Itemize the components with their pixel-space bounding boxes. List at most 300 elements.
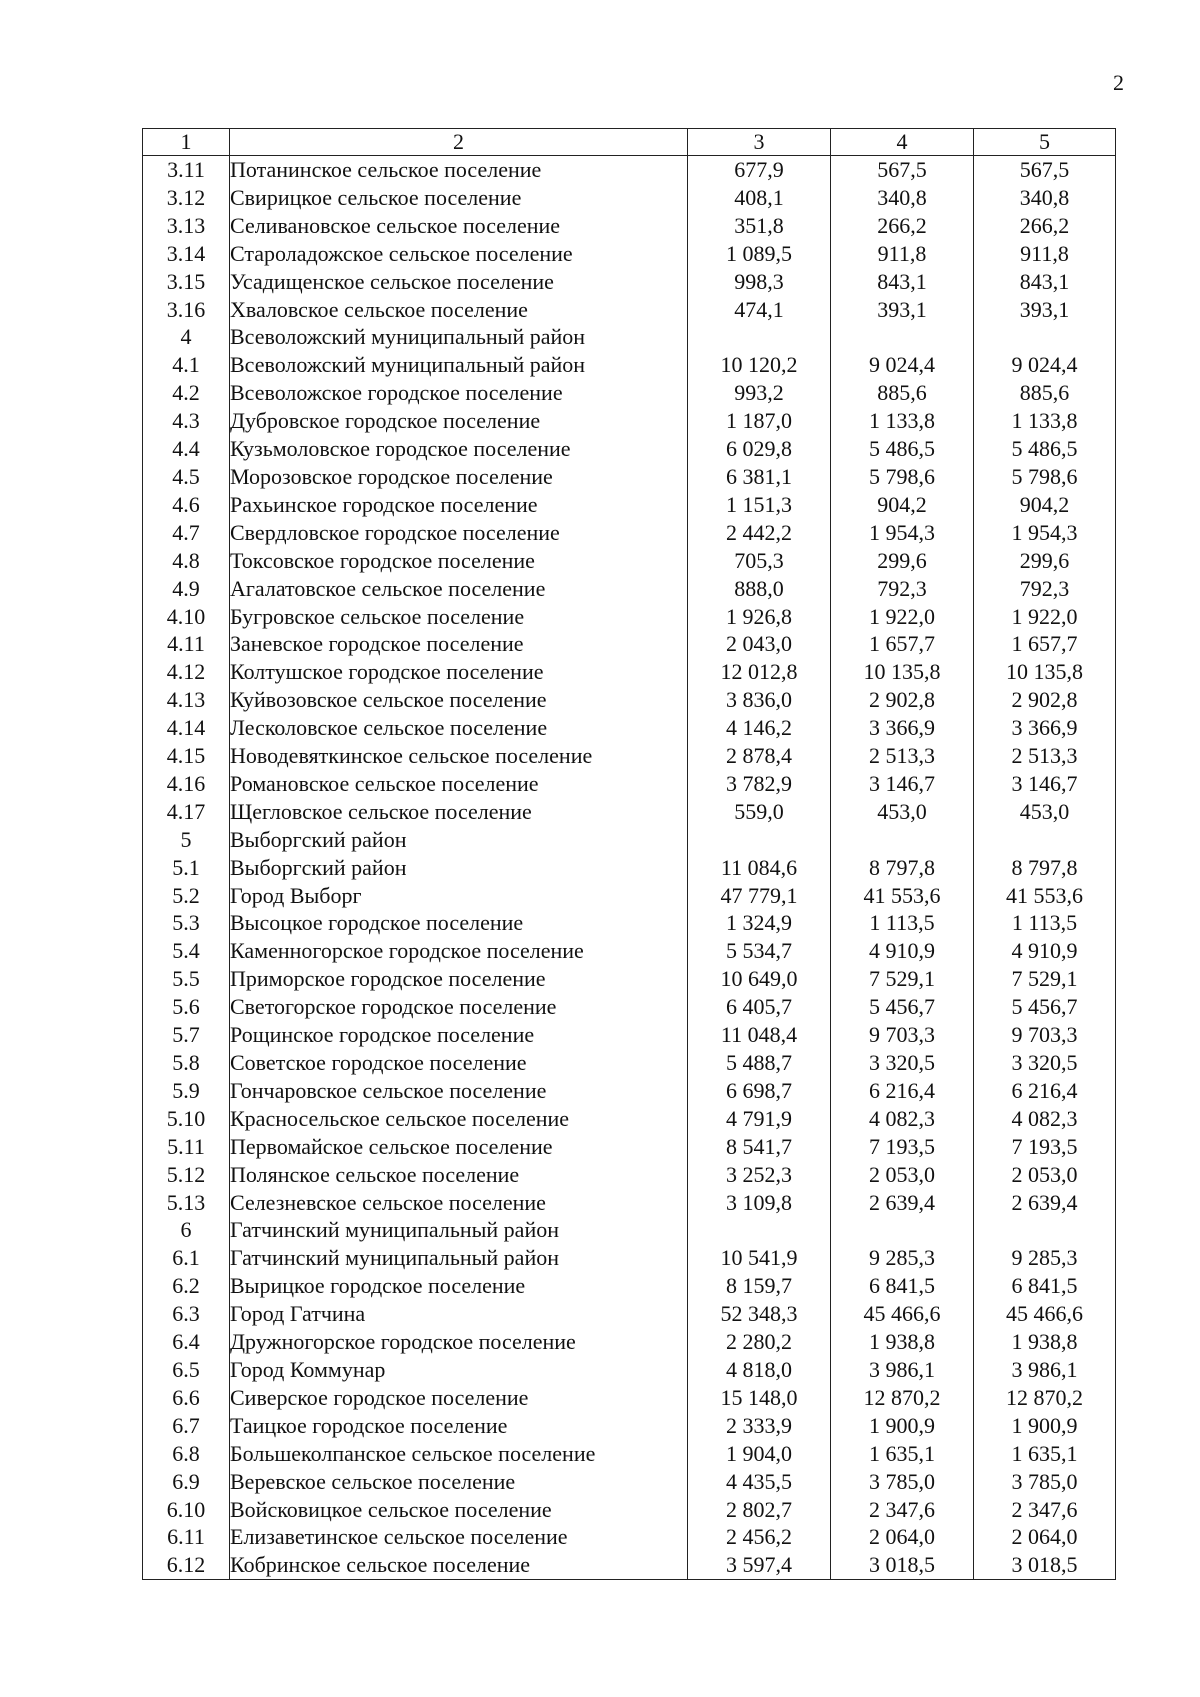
value-col-4-cell: 9 285,3 <box>831 1244 974 1272</box>
row-number-cell: 6.10 <box>143 1496 230 1524</box>
settlement-name-cell: Потанинское сельское поселение <box>230 156 688 184</box>
value-col-5-cell: 4 910,9 <box>974 937 1116 965</box>
value-col-5-cell: 340,8 <box>974 184 1116 212</box>
settlement-name-cell: Город Выборг <box>230 882 688 910</box>
settlement-name-cell: Светогорское городское поселение <box>230 993 688 1021</box>
value-col-3-cell: 677,9 <box>688 156 831 184</box>
value-col-3-cell: 1 926,8 <box>688 603 831 631</box>
value-col-5-cell: 9 703,3 <box>974 1021 1116 1049</box>
value-col-4-cell: 453,0 <box>831 798 974 826</box>
value-col-3-cell: 11 048,4 <box>688 1021 831 1049</box>
value-col-3-cell: 10 541,9 <box>688 1244 831 1272</box>
value-col-4-cell: 843,1 <box>831 268 974 296</box>
table-row <box>143 1496 1116 1524</box>
settlement-name-cell: Советское городское поселение <box>230 1049 688 1077</box>
value-col-4-cell: 3 986,1 <box>831 1356 974 1384</box>
settlement-name-cell: Свирицкое сельское поселение <box>230 184 688 212</box>
value-col-3-cell <box>688 323 831 351</box>
value-col-4-cell: 9 703,3 <box>831 1021 974 1049</box>
table-row <box>143 575 1116 603</box>
row-number-cell: 6.7 <box>143 1412 230 1440</box>
table-row <box>143 547 1116 575</box>
table-row <box>143 630 1116 658</box>
value-col-4-cell: 2 513,3 <box>831 742 974 770</box>
value-col-5-cell: 10 135,8 <box>974 658 1116 686</box>
value-col-3-cell: 15 148,0 <box>688 1384 831 1412</box>
value-col-5-cell: 3 320,5 <box>974 1049 1116 1077</box>
row-number-cell: 4.1 <box>143 351 230 379</box>
value-col-5-cell: 6 216,4 <box>974 1077 1116 1105</box>
value-col-5-cell: 1 900,9 <box>974 1412 1116 1440</box>
value-col-3-cell: 1 324,9 <box>688 909 831 937</box>
value-col-3-cell: 993,2 <box>688 379 831 407</box>
settlement-name-cell: Красносельское сельское поселение <box>230 1105 688 1133</box>
value-col-5-cell: 393,1 <box>974 296 1116 324</box>
table-row <box>143 1189 1116 1217</box>
row-number-cell: 4.2 <box>143 379 230 407</box>
value-col-4-cell: 5 486,5 <box>831 435 974 463</box>
settlement-name-cell: Гатчинский муниципальный район <box>230 1244 688 1272</box>
table-row <box>143 1440 1116 1468</box>
settlement-name-cell: Колтушское городское поселение <box>230 658 688 686</box>
row-number-cell: 6 <box>143 1216 230 1244</box>
table-row <box>143 1216 1116 1244</box>
settlement-name-cell: Кузьмоловское городское поселение <box>230 435 688 463</box>
row-number-cell: 6.5 <box>143 1356 230 1384</box>
value-col-3-cell: 2 043,0 <box>688 630 831 658</box>
value-col-5-cell: 1 922,0 <box>974 603 1116 631</box>
settlement-name-cell: Таицкое городское поселение <box>230 1412 688 1440</box>
value-col-4-cell: 6 841,5 <box>831 1272 974 1300</box>
row-number-cell: 4.4 <box>143 435 230 463</box>
value-col-3-cell: 3 782,9 <box>688 770 831 798</box>
row-number-cell: 5.2 <box>143 882 230 910</box>
settlement-name-cell: Веревское сельское поселение <box>230 1468 688 1496</box>
settlement-name-cell: Агалатовское сельское поселение <box>230 575 688 603</box>
value-col-3-cell: 2 333,9 <box>688 1412 831 1440</box>
value-col-5-cell: 885,6 <box>974 379 1116 407</box>
table-row <box>143 491 1116 519</box>
value-col-3-cell: 47 779,1 <box>688 882 831 910</box>
value-col-3-cell: 474,1 <box>688 296 831 324</box>
table-row <box>143 603 1116 631</box>
value-col-4-cell: 4 082,3 <box>831 1105 974 1133</box>
value-col-4-cell: 885,6 <box>831 379 974 407</box>
table-row <box>143 798 1116 826</box>
value-col-4-cell: 1 113,5 <box>831 909 974 937</box>
value-col-4-cell: 41 553,6 <box>831 882 974 910</box>
row-number-cell: 6.1 <box>143 1244 230 1272</box>
header-row <box>143 129 1116 156</box>
value-col-3-cell: 408,1 <box>688 184 831 212</box>
value-col-5-cell: 3 366,9 <box>974 714 1116 742</box>
table-row <box>143 1328 1116 1356</box>
settlement-name-cell: Гончаровское сельское поселение <box>230 1077 688 1105</box>
settlement-name-cell: Усадищенское сельское поселение <box>230 268 688 296</box>
settlement-name-cell: Кобринское сельское поселение <box>230 1551 688 1579</box>
row-number-cell: 4.8 <box>143 547 230 575</box>
value-col-4-cell: 1 133,8 <box>831 407 974 435</box>
value-col-4-cell: 5 456,7 <box>831 993 974 1021</box>
table-row <box>143 519 1116 547</box>
value-col-4-cell: 2 639,4 <box>831 1189 974 1217</box>
row-number-cell: 3.15 <box>143 268 230 296</box>
row-number-cell: 3.11 <box>143 156 230 184</box>
value-col-5-cell: 41 553,6 <box>974 882 1116 910</box>
value-col-3-cell: 888,0 <box>688 575 831 603</box>
settlement-name-cell: Город Коммунар <box>230 1356 688 1384</box>
table-row <box>143 379 1116 407</box>
value-col-4-cell: 911,8 <box>831 240 974 268</box>
table-row <box>143 1077 1116 1105</box>
value-col-5-cell: 1 938,8 <box>974 1328 1116 1356</box>
value-col-4-cell: 3 785,0 <box>831 1468 974 1496</box>
value-col-5-cell: 4 082,3 <box>974 1105 1116 1133</box>
row-number-cell: 5.13 <box>143 1189 230 1217</box>
value-col-4-cell: 9 024,4 <box>831 351 974 379</box>
table-row <box>143 1021 1116 1049</box>
value-col-5-cell <box>974 1216 1116 1244</box>
value-col-5-cell: 7 529,1 <box>974 965 1116 993</box>
value-col-4-cell: 904,2 <box>831 491 974 519</box>
value-col-5-cell: 904,2 <box>974 491 1116 519</box>
table-row <box>143 993 1116 1021</box>
value-col-3-cell: 559,0 <box>688 798 831 826</box>
settlement-name-cell: Селезневское сельское поселение <box>230 1189 688 1217</box>
table-row <box>143 435 1116 463</box>
settlement-name-cell: Дружногорское городское поселение <box>230 1328 688 1356</box>
value-col-4-cell: 4 910,9 <box>831 937 974 965</box>
table-row <box>143 965 1116 993</box>
settlement-name-cell: Заневское городское поселение <box>230 630 688 658</box>
row-number-cell: 4.17 <box>143 798 230 826</box>
row-number-cell: 5.10 <box>143 1105 230 1133</box>
value-col-5-cell: 567,5 <box>974 156 1116 184</box>
settlement-name-cell: Первомайское сельское поселение <box>230 1133 688 1161</box>
settlement-name-cell: Рахьинское городское поселение <box>230 491 688 519</box>
value-col-5-cell: 1 635,1 <box>974 1440 1116 1468</box>
settlement-name-cell: Всеволожское городское поселение <box>230 379 688 407</box>
value-col-3-cell: 12 012,8 <box>688 658 831 686</box>
row-number-cell: 4.6 <box>143 491 230 519</box>
value-col-5-cell: 453,0 <box>974 798 1116 826</box>
row-number-cell: 5.4 <box>143 937 230 965</box>
table-row <box>143 1133 1116 1161</box>
settlement-name-cell: Сиверское городское поселение <box>230 1384 688 1412</box>
value-col-4-cell: 1 954,3 <box>831 519 974 547</box>
settlement-name-cell: Новодевяткинское сельское поселение <box>230 742 688 770</box>
value-col-5-cell: 3 986,1 <box>974 1356 1116 1384</box>
settlement-name-cell: Дубровское городское поселение <box>230 407 688 435</box>
settlement-name-cell: Елизаветинское сельское поселение <box>230 1523 688 1551</box>
row-number-cell: 5 <box>143 826 230 854</box>
settlement-name-cell: Бугровское сельское поселение <box>230 603 688 631</box>
table-row <box>143 156 1116 184</box>
value-col-4-cell: 6 216,4 <box>831 1077 974 1105</box>
value-col-3-cell: 8 541,7 <box>688 1133 831 1161</box>
value-col-4-cell: 2 064,0 <box>831 1523 974 1551</box>
value-col-3-cell: 3 252,3 <box>688 1161 831 1189</box>
settlement-name-cell: Селивановское сельское поселение <box>230 212 688 240</box>
row-number-cell: 4.3 <box>143 407 230 435</box>
settlement-name-cell: Всеволожский муниципальный район <box>230 351 688 379</box>
row-number-cell: 5.6 <box>143 993 230 1021</box>
table-row <box>143 296 1116 324</box>
value-col-4-cell <box>831 1216 974 1244</box>
value-col-4-cell: 567,5 <box>831 156 974 184</box>
value-col-5-cell: 299,6 <box>974 547 1116 575</box>
value-col-4-cell: 3 018,5 <box>831 1551 974 1579</box>
row-number-cell: 4.10 <box>143 603 230 631</box>
table-row <box>143 1551 1116 1579</box>
table-row <box>143 323 1116 351</box>
table-row <box>143 714 1116 742</box>
settlement-name-cell: Куйвозовское сельское поселение <box>230 686 688 714</box>
settlement-name-cell: Свердловское городское поселение <box>230 519 688 547</box>
header-col-2: 2 <box>230 129 688 156</box>
value-col-4-cell: 1 635,1 <box>831 1440 974 1468</box>
value-col-3-cell: 2 878,4 <box>688 742 831 770</box>
value-col-5-cell: 9 285,3 <box>974 1244 1116 1272</box>
header-col-1: 1 <box>143 129 230 156</box>
value-col-4-cell: 2 902,8 <box>831 686 974 714</box>
value-col-4-cell: 45 466,6 <box>831 1300 974 1328</box>
row-number-cell: 6.11 <box>143 1523 230 1551</box>
value-col-4-cell: 299,6 <box>831 547 974 575</box>
value-col-3-cell: 4 435,5 <box>688 1468 831 1496</box>
value-col-5-cell <box>974 826 1116 854</box>
row-number-cell: 3.16 <box>143 296 230 324</box>
page-number: 2 <box>1113 70 1124 95</box>
value-col-5-cell: 2 639,4 <box>974 1189 1116 1217</box>
value-col-3-cell <box>688 1216 831 1244</box>
value-col-3-cell: 5 488,7 <box>688 1049 831 1077</box>
value-col-5-cell: 1 657,7 <box>974 630 1116 658</box>
table-row <box>143 937 1116 965</box>
value-col-3-cell: 1 187,0 <box>688 407 831 435</box>
value-col-3-cell: 705,3 <box>688 547 831 575</box>
table-row <box>143 770 1116 798</box>
row-number-cell: 5.3 <box>143 909 230 937</box>
settlement-name-cell: Романовское сельское поселение <box>230 770 688 798</box>
value-col-5-cell <box>974 323 1116 351</box>
value-col-4-cell: 12 870,2 <box>831 1384 974 1412</box>
value-col-4-cell <box>831 323 974 351</box>
settlement-name-cell: Выборгский район <box>230 826 688 854</box>
table-row <box>143 463 1116 491</box>
table-row <box>143 1523 1116 1551</box>
row-number-cell: 4.5 <box>143 463 230 491</box>
table-row <box>143 1356 1116 1384</box>
table-row <box>143 909 1116 937</box>
settlement-name-cell: Рощинское городское поселение <box>230 1021 688 1049</box>
settlement-name-cell: Морозовское городское поселение <box>230 463 688 491</box>
value-col-5-cell: 45 466,6 <box>974 1300 1116 1328</box>
value-col-5-cell: 8 797,8 <box>974 854 1116 882</box>
value-col-3-cell: 6 381,1 <box>688 463 831 491</box>
value-col-5-cell: 2 064,0 <box>974 1523 1116 1551</box>
value-col-5-cell: 2 347,6 <box>974 1496 1116 1524</box>
row-number-cell: 4.13 <box>143 686 230 714</box>
value-col-3-cell: 2 280,2 <box>688 1328 831 1356</box>
settlement-name-cell: Высоцкое городское поселение <box>230 909 688 937</box>
table-row <box>143 658 1116 686</box>
value-col-4-cell: 3 146,7 <box>831 770 974 798</box>
value-col-5-cell: 3 146,7 <box>974 770 1116 798</box>
table-row <box>143 686 1116 714</box>
table-row <box>143 742 1116 770</box>
row-number-cell: 3.12 <box>143 184 230 212</box>
value-col-5-cell: 12 870,2 <box>974 1384 1116 1412</box>
value-col-5-cell: 5 456,7 <box>974 993 1116 1021</box>
row-number-cell: 6.4 <box>143 1328 230 1356</box>
row-number-cell: 6.6 <box>143 1384 230 1412</box>
row-number-cell: 5.8 <box>143 1049 230 1077</box>
settlement-name-cell: Гатчинский муниципальный район <box>230 1216 688 1244</box>
value-col-3-cell: 4 146,2 <box>688 714 831 742</box>
value-col-3-cell: 1 904,0 <box>688 1440 831 1468</box>
value-col-5-cell: 9 024,4 <box>974 351 1116 379</box>
row-number-cell: 4.12 <box>143 658 230 686</box>
value-col-4-cell: 7 529,1 <box>831 965 974 993</box>
value-col-4-cell: 3 320,5 <box>831 1049 974 1077</box>
table-row <box>143 1384 1116 1412</box>
value-col-3-cell: 10 120,2 <box>688 351 831 379</box>
settlement-name-cell: Выборгский район <box>230 854 688 882</box>
table-row <box>143 1105 1116 1133</box>
settlement-name-cell: Лесколовское сельское поселение <box>230 714 688 742</box>
settlement-name-cell: Всеволожский муниципальный район <box>230 323 688 351</box>
value-col-3-cell: 6 405,7 <box>688 993 831 1021</box>
value-col-3-cell: 1 089,5 <box>688 240 831 268</box>
value-col-3-cell: 3 836,0 <box>688 686 831 714</box>
value-col-5-cell: 2 902,8 <box>974 686 1116 714</box>
table-body <box>143 156 1116 1580</box>
value-col-4-cell: 10 135,8 <box>831 658 974 686</box>
settlement-name-cell: Староладожское сельское поселение <box>230 240 688 268</box>
value-col-4-cell: 266,2 <box>831 212 974 240</box>
value-col-3-cell: 3 597,4 <box>688 1551 831 1579</box>
row-number-cell: 4.16 <box>143 770 230 798</box>
row-number-cell: 4.11 <box>143 630 230 658</box>
value-col-4-cell: 1 900,9 <box>831 1412 974 1440</box>
value-col-4-cell: 8 797,8 <box>831 854 974 882</box>
table-row <box>143 826 1116 854</box>
table-row <box>143 240 1116 268</box>
row-number-cell: 6.9 <box>143 1468 230 1496</box>
row-number-cell: 6.8 <box>143 1440 230 1468</box>
row-number-cell: 5.12 <box>143 1161 230 1189</box>
row-number-cell: 5.7 <box>143 1021 230 1049</box>
table-row <box>143 184 1116 212</box>
table-row <box>143 1412 1116 1440</box>
settlement-name-cell: Полянское сельское поселение <box>230 1161 688 1189</box>
value-col-3-cell: 5 534,7 <box>688 937 831 965</box>
settlement-name-cell: Приморское городское поселение <box>230 965 688 993</box>
header-col-5: 5 <box>974 129 1116 156</box>
row-number-cell: 4.7 <box>143 519 230 547</box>
settlement-name-cell: Каменногорское городское поселение <box>230 937 688 965</box>
settlement-name-cell: Войсковицкое сельское поселение <box>230 1496 688 1524</box>
table-row <box>143 212 1116 240</box>
value-col-3-cell: 2 802,7 <box>688 1496 831 1524</box>
value-col-4-cell: 1 922,0 <box>831 603 974 631</box>
header-col-4: 4 <box>831 129 974 156</box>
value-col-5-cell: 1 133,8 <box>974 407 1116 435</box>
value-col-3-cell: 2 456,2 <box>688 1523 831 1551</box>
value-col-5-cell: 911,8 <box>974 240 1116 268</box>
table-row <box>143 351 1116 379</box>
settlement-name-cell: Большеколпанское сельское поселение <box>230 1440 688 1468</box>
table-row <box>143 882 1116 910</box>
value-col-3-cell <box>688 826 831 854</box>
header-col-3: 3 <box>688 129 831 156</box>
settlement-name-cell: Вырицкое городское поселение <box>230 1272 688 1300</box>
settlement-name-cell: Город Гатчина <box>230 1300 688 1328</box>
settlement-name-cell: Хваловское сельское поселение <box>230 296 688 324</box>
value-col-3-cell: 6 029,8 <box>688 435 831 463</box>
value-col-3-cell: 1 151,3 <box>688 491 831 519</box>
table-row <box>143 268 1116 296</box>
table-row <box>143 1049 1116 1077</box>
table-row <box>143 1161 1116 1189</box>
value-col-3-cell: 8 159,7 <box>688 1272 831 1300</box>
row-number-cell: 4.14 <box>143 714 230 742</box>
settlement-name-cell: Щегловское сельское поселение <box>230 798 688 826</box>
table-row <box>143 407 1116 435</box>
value-col-5-cell: 3 018,5 <box>974 1551 1116 1579</box>
value-col-5-cell: 5 486,5 <box>974 435 1116 463</box>
value-col-4-cell: 1 938,8 <box>831 1328 974 1356</box>
value-col-4-cell: 7 193,5 <box>831 1133 974 1161</box>
settlement-name-cell: Токсовское городское поселение <box>230 547 688 575</box>
value-col-4-cell: 340,8 <box>831 184 974 212</box>
value-col-5-cell: 792,3 <box>974 575 1116 603</box>
row-number-cell: 6.2 <box>143 1272 230 1300</box>
row-number-cell: 5.9 <box>143 1077 230 1105</box>
value-col-5-cell: 7 193,5 <box>974 1133 1116 1161</box>
row-number-cell: 6.12 <box>143 1551 230 1579</box>
table-row <box>143 1272 1116 1300</box>
row-number-cell: 4 <box>143 323 230 351</box>
value-col-5-cell: 6 841,5 <box>974 1272 1116 1300</box>
value-col-5-cell: 3 785,0 <box>974 1468 1116 1496</box>
table-row <box>143 1468 1116 1496</box>
value-col-4-cell: 393,1 <box>831 296 974 324</box>
value-col-3-cell: 4 818,0 <box>688 1356 831 1384</box>
value-col-5-cell: 1 954,3 <box>974 519 1116 547</box>
value-col-5-cell: 5 798,6 <box>974 463 1116 491</box>
value-col-4-cell: 1 657,7 <box>831 630 974 658</box>
value-col-4-cell: 5 798,6 <box>831 463 974 491</box>
value-col-3-cell: 4 791,9 <box>688 1105 831 1133</box>
value-col-5-cell: 2 053,0 <box>974 1161 1116 1189</box>
row-number-cell: 5.5 <box>143 965 230 993</box>
row-number-cell: 3.14 <box>143 240 230 268</box>
table-row <box>143 1244 1116 1272</box>
value-col-5-cell: 1 113,5 <box>974 909 1116 937</box>
row-number-cell: 3.13 <box>143 212 230 240</box>
row-number-cell: 6.3 <box>143 1300 230 1328</box>
value-col-3-cell: 3 109,8 <box>688 1189 831 1217</box>
table-header <box>143 129 1116 156</box>
value-col-4-cell: 3 366,9 <box>831 714 974 742</box>
row-number-cell: 4.9 <box>143 575 230 603</box>
value-col-3-cell: 10 649,0 <box>688 965 831 993</box>
value-col-3-cell: 6 698,7 <box>688 1077 831 1105</box>
value-col-4-cell: 2 347,6 <box>831 1496 974 1524</box>
table-row <box>143 854 1116 882</box>
